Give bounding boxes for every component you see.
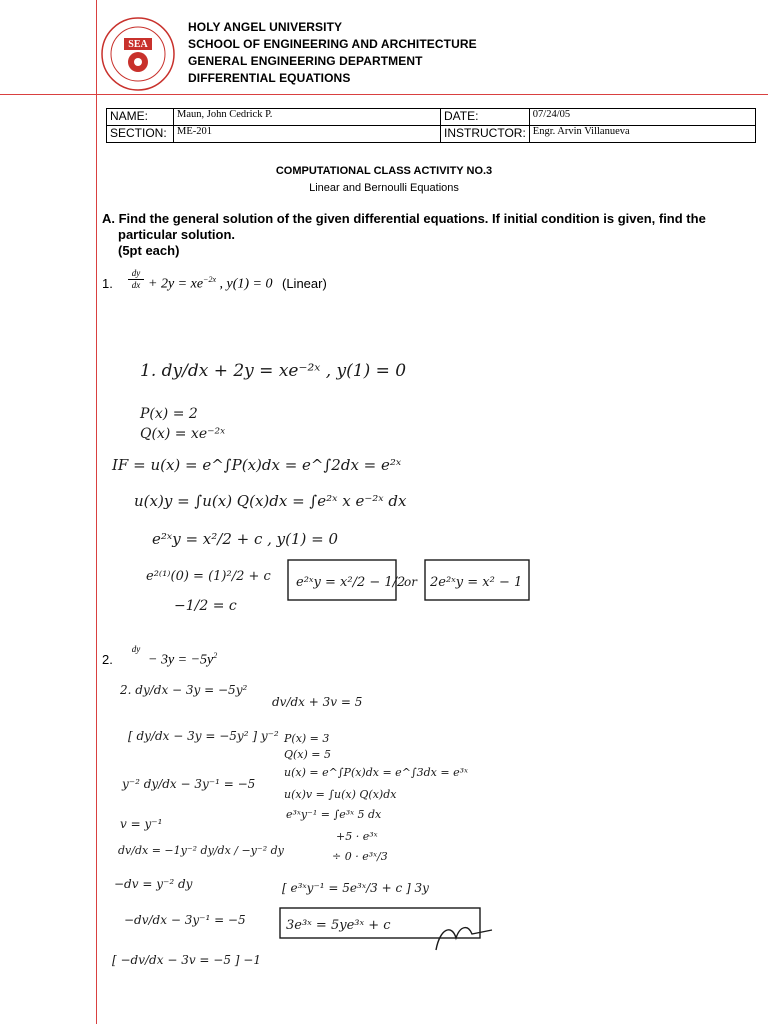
student-info-table	[106, 108, 756, 143]
activity-subtitle: Linear and Bernoulli Equations	[309, 182, 459, 194]
hw2-right-3: Q(x) = 5	[284, 748, 332, 761]
problem-1-condition: , y(1) = 0	[219, 276, 273, 292]
problem-1-fraction	[128, 268, 144, 291]
hw2-right-2: P(x) = 3	[284, 732, 330, 745]
problem-1-exponent: −2x	[203, 275, 216, 284]
header-subject: DIFFERENTIAL EQUATIONS	[188, 71, 351, 85]
activity-title: COMPUTATIONAL CLASS ACTIVITY NO.3	[275, 165, 493, 177]
instructor-value: Engr. Arvin Villanueva	[529, 126, 755, 143]
margin-line-left	[96, 0, 97, 1024]
header-university: HOLY ANGEL UNIVERSITY	[188, 20, 343, 34]
margin-line-top	[0, 94, 768, 95]
hw2-right-7: +5 · e³ˣ	[336, 830, 378, 843]
hw2-left-5: dv/dx = −1y⁻² dy/dx / −y⁻² dy	[118, 844, 284, 857]
section-value: ME-201	[174, 126, 441, 143]
date-value: 07/24/05	[529, 109, 755, 126]
hw1-line-8: −1/2 = c	[174, 598, 237, 614]
date-label: DATE:	[441, 109, 530, 126]
instruction-line-2: particular solution.	[118, 227, 236, 242]
hw2-left-3: y⁻² dy/dx − 3y⁻¹ = −5	[122, 777, 256, 791]
hw2-right-1: dv/dx + 3v = 5	[272, 695, 363, 709]
hw1-line-2: P(x) = 2	[140, 406, 198, 422]
instruction-line-1: A. Find the general solution of the given differential equations. If initial condition is given, find the	[102, 211, 706, 226]
header-department: GENERAL ENGINEERING DEPARTMENT	[188, 54, 423, 68]
problem-1-dy: dy	[128, 268, 144, 280]
hw1-line-7: e²⁽¹⁾(0) = (1)²/2 + c	[146, 569, 271, 584]
problem-2-exponent: 2	[213, 651, 218, 660]
hw1-line-5: u(x)y = ∫u(x) Q(x)dx = ∫e²ˣ x e⁻²ˣ dx	[134, 492, 407, 510]
problem-1-equation	[148, 275, 327, 293]
hw2-left-6: −dv = y⁻² dy	[114, 877, 193, 891]
hw2-left-1: 2. dy/dx − 3y = −5y²	[120, 683, 248, 697]
hw1-line-3: Q(x) = xe⁻²ˣ	[140, 426, 226, 442]
hw1-line-6: e²ˣy = x²/2 + c , y(1) = 0	[152, 530, 339, 548]
problem-1-dx: dx	[131, 280, 141, 290]
hw2-answer: 3e³ˣ = 5ye³ˣ + c	[286, 918, 391, 933]
hw2-right-8: ÷ 0 · e³ˣ/3	[332, 850, 388, 863]
section-label: SECTION:	[107, 126, 174, 143]
problem-2-number: 2.	[102, 652, 113, 667]
hw1-answer-2: 2e²ˣy = x² − 1	[430, 575, 523, 590]
solution-2-handwriting	[100, 672, 760, 992]
hw1-or: or	[404, 575, 417, 589]
logo-text: SEA	[128, 39, 148, 50]
hw1-answer-1: e²ˣy = x²/2 − 1/2	[296, 575, 406, 590]
hw1-line-4: IF = u(x) = e^∫P(x)dx = e^∫2dx = e²ˣ	[112, 456, 402, 474]
university-logo	[100, 16, 176, 92]
problem-1-lhs: + 2y = xe	[148, 276, 204, 292]
solution-1-handwriting	[100, 340, 760, 630]
hw2-right-9: [ e³ˣy⁻¹ = 5e³ˣ/3 + c ] 3y	[282, 881, 429, 895]
problem-2-equation	[148, 651, 217, 669]
hw2-left-7: −dv/dx − 3y⁻¹ = −5	[124, 913, 246, 927]
name-label: NAME:	[107, 109, 174, 126]
hw1-line-1: 1. dy/dx + 2y = xe⁻²ˣ , y(1) = 0	[140, 361, 407, 381]
problem-1-type: (Linear)	[282, 275, 327, 291]
header-school: SCHOOL OF ENGINEERING AND ARCHITECTURE	[188, 37, 477, 51]
instructor-label: INSTRUCTOR:	[441, 126, 530, 143]
problem-1-number: 1.	[102, 276, 113, 291]
hw2-right-6: e³ˣy⁻¹ = ∫e³ˣ 5 dx	[286, 808, 382, 821]
problem-2-dy: dy	[131, 644, 141, 654]
hw2-left-2: [ dy/dx − 3y = −5y² ] y⁻²	[128, 729, 279, 743]
instruction-line-3: (5pt each)	[118, 243, 180, 258]
hw2-left-4: v = y⁻¹	[120, 817, 163, 831]
hw2-right-5: u(x)v = ∫u(x) Q(x)dx	[284, 788, 397, 801]
hw2-left-8: [ −dv/dx − 3v = −5 ] −1	[112, 953, 261, 967]
problem-2-fraction	[128, 644, 144, 655]
name-value: Maun, John Cedrick P.	[174, 109, 441, 126]
hw2-right-4: u(x) = e^∫P(x)dx = e^∫3dx = e³ˣ	[284, 766, 468, 779]
instructor-signature	[436, 928, 492, 950]
problem-2-lhs: − 3y = −5y	[148, 652, 214, 668]
